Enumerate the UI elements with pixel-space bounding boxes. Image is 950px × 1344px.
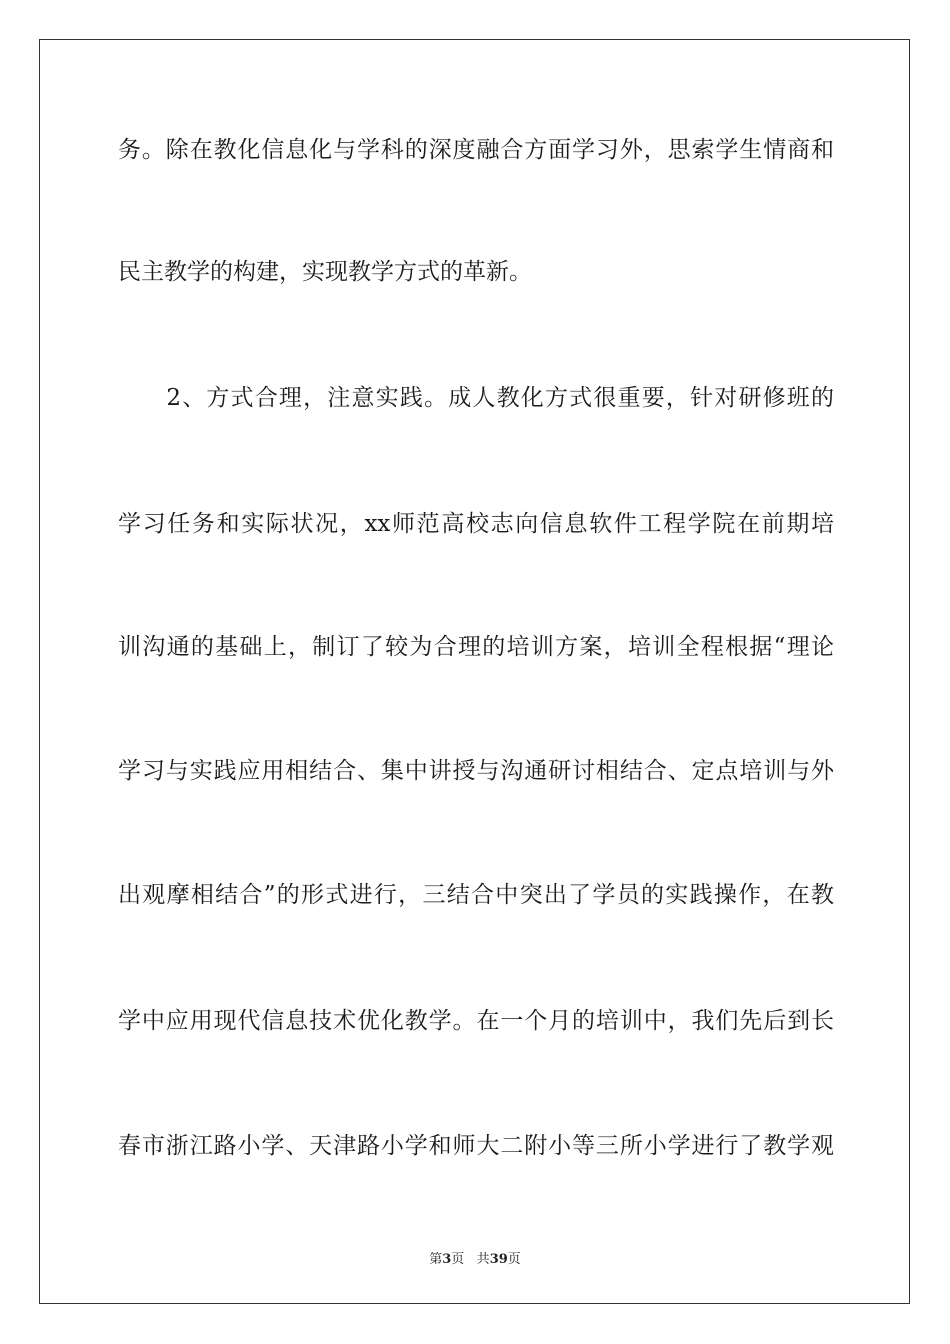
paragraph-line-3: 2、方式合理，注意实践。成人教化方式很重要，针对研修班的 — [118, 385, 834, 411]
paragraph-line-2: 民主教学的构建，实现教学方式的革新。 — [118, 259, 532, 285]
paragraph-line-9: 春市浙江路小学、天津路小学和师大二附小等三所小学进行了教学观 — [118, 1133, 834, 1159]
paragraph-line-7: 出观摩相结合”的形式进行，三结合中突出了学员的实践操作，在教 — [118, 882, 834, 908]
page-suffix: 页 — [451, 1252, 465, 1267]
page-footer — [0, 1248, 950, 1267]
paragraph-line-1: 务。除在教化信息化与学科的深度融合方面学习外，思索学生情商和 — [118, 137, 834, 163]
paragraph-line-6: 学习与实践应用相结合、集中讲授与沟通研讨相结合、定点培训与外 — [118, 758, 834, 784]
page-border — [39, 39, 910, 1304]
paragraph-line-5: 训沟通的基础上，制订了较为合理的培训方案，培训全程根据“理论 — [118, 634, 834, 660]
total-suffix: 页 — [507, 1252, 521, 1267]
page-number: 3 — [442, 1252, 452, 1267]
paragraph-line-8: 学中应用现代信息技术优化教学。在一个月的培训中，我们先后到长 — [118, 1008, 834, 1034]
paragraph-line-4: 学习任务和实际状况，xx师范高校志向信息软件工程学院在前期培 — [118, 511, 834, 537]
page-prefix: 第 — [429, 1252, 443, 1267]
total-prefix: 共 — [476, 1252, 490, 1267]
total-pages: 39 — [489, 1252, 508, 1267]
